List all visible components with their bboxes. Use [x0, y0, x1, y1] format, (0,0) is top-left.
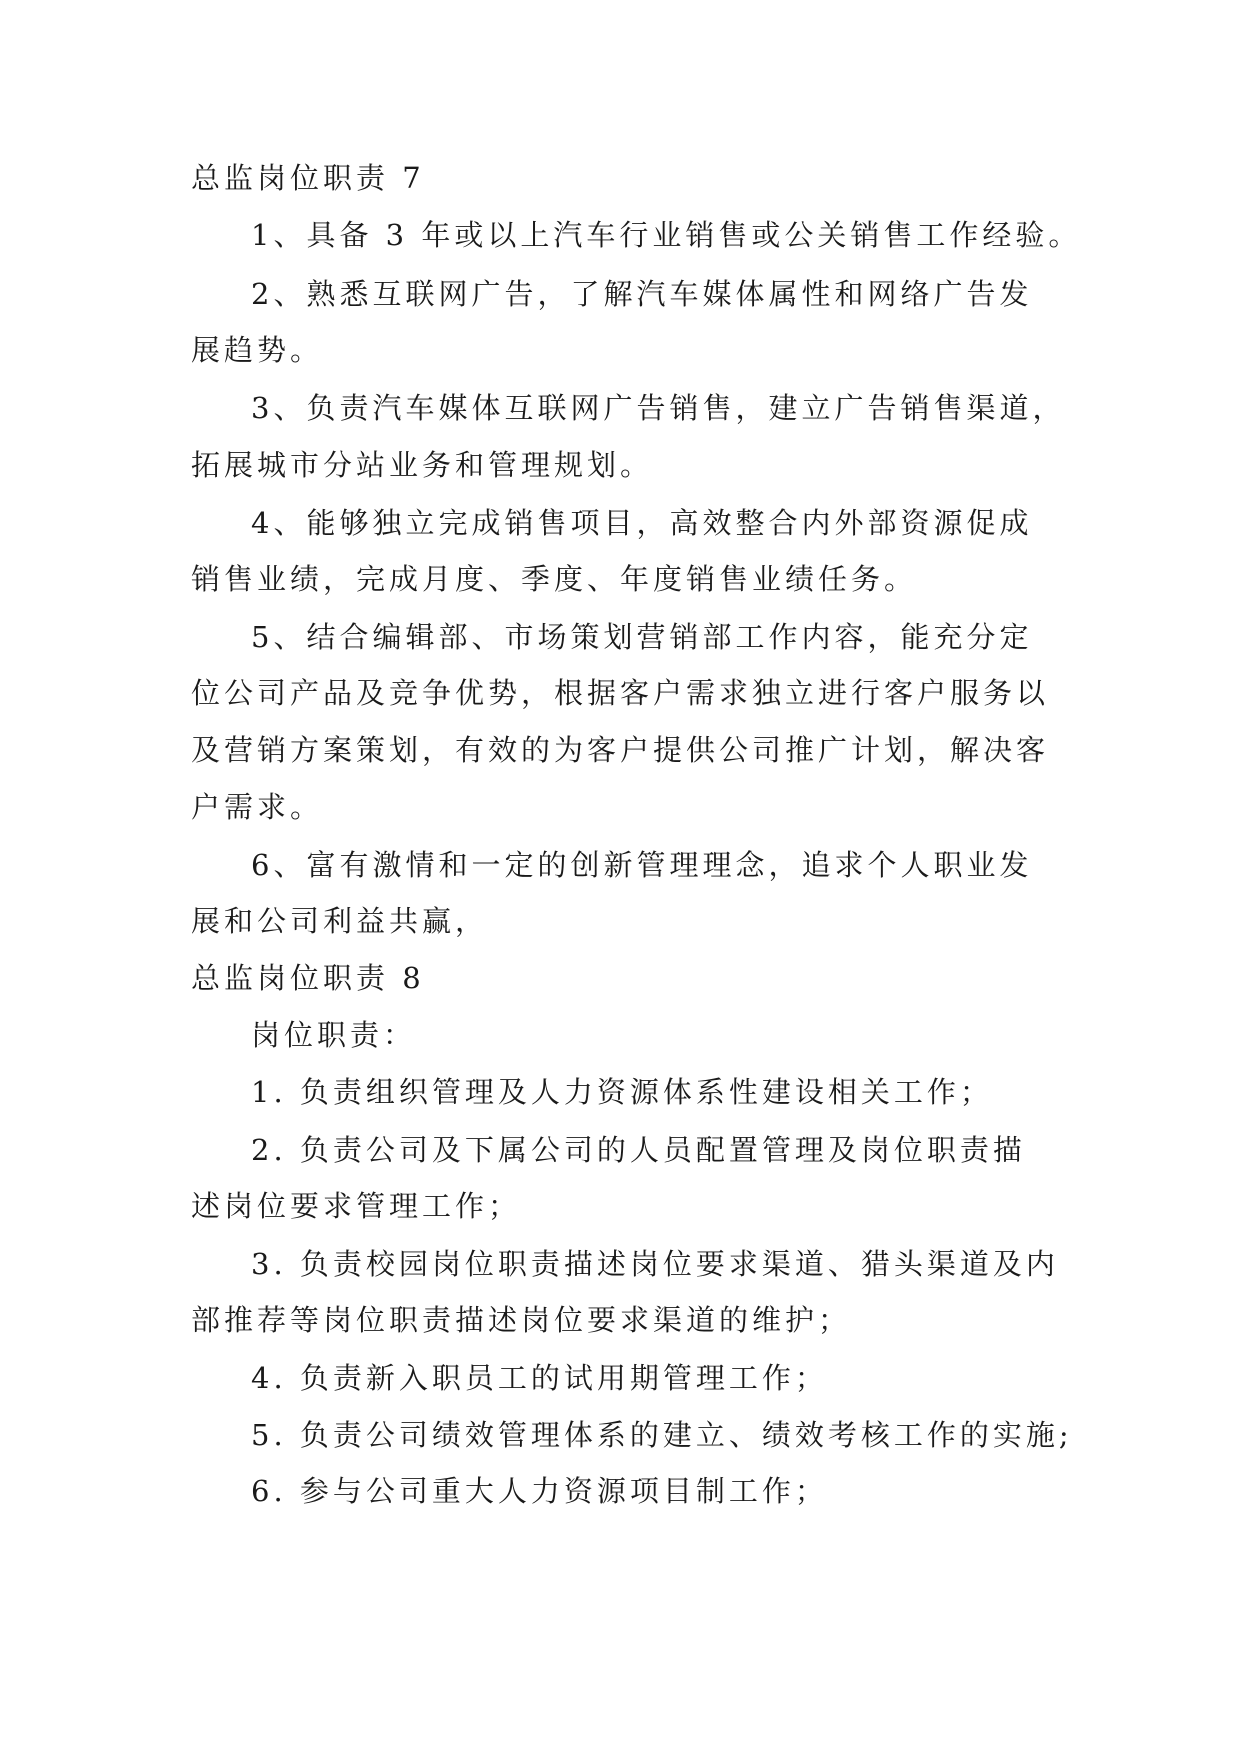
- section-8-heading: 岗位职责：: [251, 1018, 417, 1052]
- section-8-item-3: 3. 负责校园岗位职责描述岗位要求渠道、猎头渠道及内: [251, 1247, 1059, 1281]
- section-8-item-2-cont: 述岗位要求管理工作；: [191, 1189, 522, 1223]
- section-7-item-3-cont: 拓展城市分站业务和管理规划。: [191, 448, 654, 482]
- section-7-item-5-cont-1: 位公司产品及竞争优势，根据客户需求独立进行客户服务以: [191, 676, 1050, 710]
- section-7-item-5-cont-2: 及营销方案策划，有效的为客户提供公司推广计划，解决客: [191, 733, 1050, 767]
- section-8-item-3-cont: 部推荐等岗位职责描述岗位要求渠道的维护；: [191, 1303, 852, 1337]
- section-7-title: 总监岗位职责 7: [191, 161, 425, 195]
- section-7-item-6: 6、富有激情和一定的创新管理理念，追求个人职业发: [251, 848, 1033, 882]
- section-7-item-3: 3、负责汽车媒体互联网广告销售，建立广告销售渠道，: [251, 391, 1066, 425]
- section-8-item-1: 1. 负责组织管理及人力资源体系性建设相关工作；: [251, 1075, 993, 1109]
- section-7-item-6-cont: 展和公司利益共赢，: [191, 904, 489, 938]
- section-7-item-5: 5、结合编辑部、市场策划营销部工作内容，能充分定: [251, 620, 1033, 654]
- section-7-item-2-cont: 展趋势。: [191, 333, 324, 367]
- section-7-item-4-cont: 销售业绩，完成月度、季度、年度销售业绩任务。: [191, 562, 918, 596]
- section-8-item-6: 6. 参与公司重大人力资源项目制工作；: [251, 1474, 828, 1508]
- section-7-item-2: 2、熟悉互联网广告，了解汽车媒体属性和网络广告发: [251, 277, 1033, 311]
- section-7-item-4: 4、能够独立完成销售项目，高效整合内外部资源促成: [251, 506, 1033, 540]
- section-7-item-5-cont-3: 户需求。: [191, 790, 324, 824]
- section-8-item-5: 5. 负责公司绩效管理体系的建立、绩效考核工作的实施;: [251, 1418, 1073, 1452]
- section-8-title: 总监岗位职责 8: [191, 961, 425, 995]
- section-7-item-1: 1、具备 3 年或以上汽车行业销售或公关销售工作经验。: [251, 218, 1082, 252]
- section-8-item-2: 2. 负责公司及下属公司的人员配置管理及岗位职责描: [251, 1133, 1026, 1167]
- section-8-item-4: 4. 负责新入职员工的试用期管理工作；: [251, 1361, 828, 1395]
